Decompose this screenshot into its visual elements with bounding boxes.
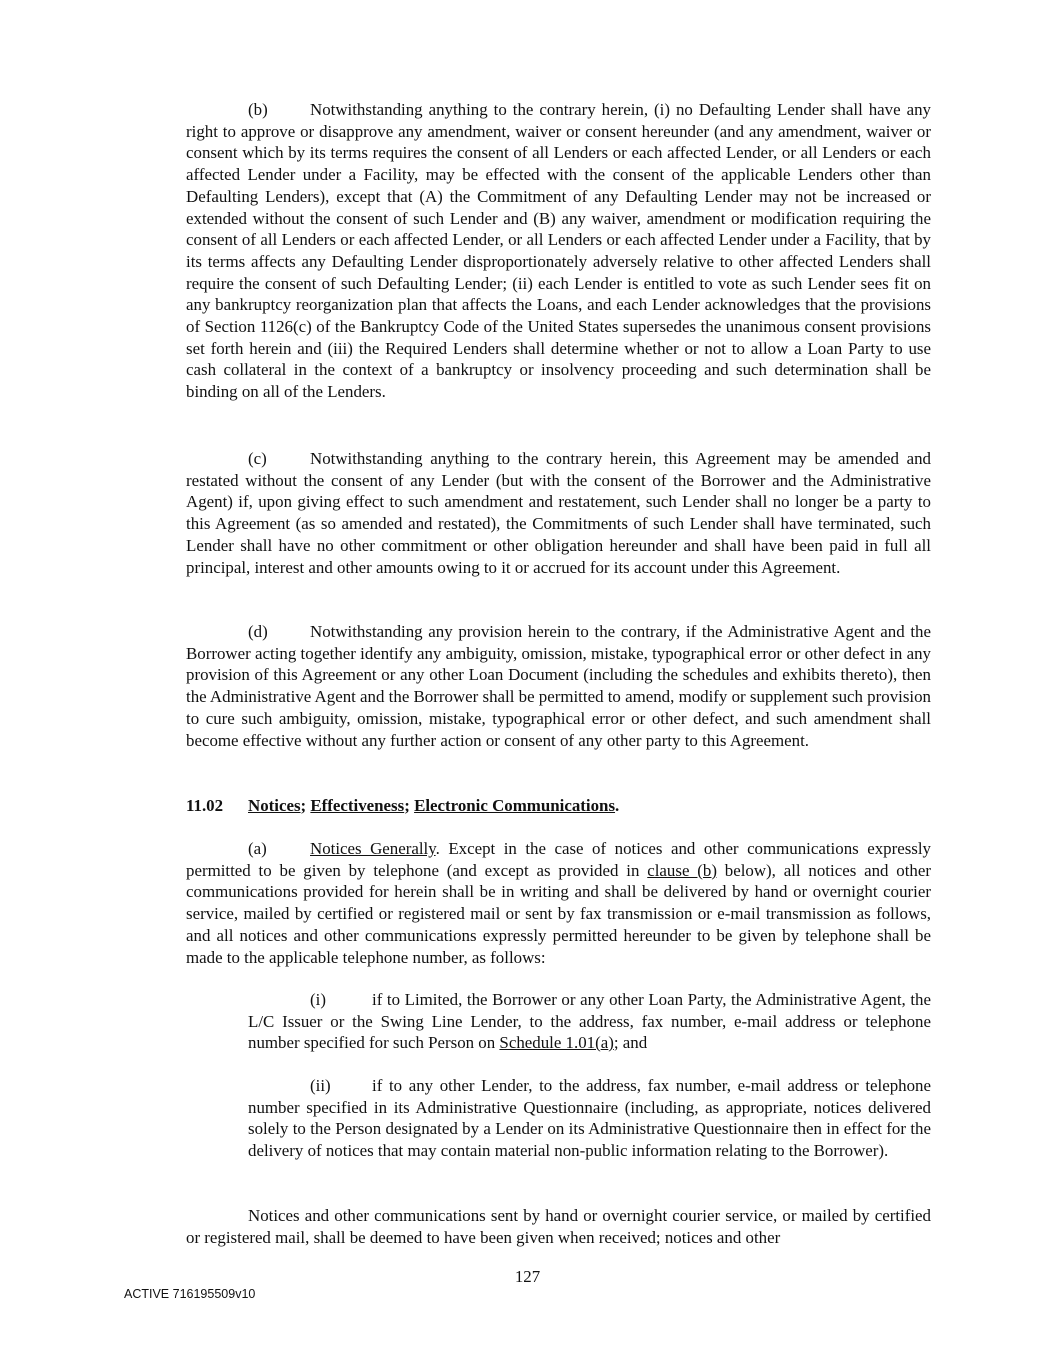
paragraph-b [186,99,931,403]
paragraph-text: Notwithstanding anything to the contrary herein, (i) no Defaulting Lender shall have any right to approve or disapprove any amendment, waiver or consent hereunder (and any amendment, waiver or consent which by its terms requires the consent of all Lenders or each affected Lender, or all Lenders or each affected Lender under a Facility, may be effected with the consent of the applicable Lenders other than Defaulting Lenders), except that (A) the Commitment of any Defaulting Lender may not be increased or extended without the consent of such Lender and (B) any waiver, amendment or modification requiring the consent of all Lenders or each affected Lender, or all Lenders or each affected Lender under a Facility, that by its terms affects any Defaulting Lender disproportionately adversely relative to other affected Lenders shall require the consent of such Defaulting Lender; (ii) each Lender is entitled to vote as such Lender sees fit on any bankruptcy reorganization plan that affects the Loans, and each Lender acknowledges that the provisions of Section 1126(c) of the Bankruptcy Code of the United States supersedes the unanimous consent provisions set forth herein and (iii) the Required Lenders shall determine whether or not to allow a Loan Party to use cash collateral in the context of a bankruptcy or insolvency proceeding and such determination shall be binding on all of the Lenders. [186,100,931,402]
section-title-notices: Notices [248,796,301,815]
section-title-effectiveness: Effectiveness [310,796,405,815]
section-heading: 11.02 Notices; Effectiveness; Electronic Communications. [186,796,620,815]
notice-item-i: (i) if to Limited, the Borrower or any other Loan Party, the Administrative Agent, the L/C Issuer or the Swing Line Lender, to the address, fax number, e-mail address or telephone number specified for such Person on Schedule 1.01(a); and [248,990,931,1053]
notices-generally-heading: Notices Generally [310,839,436,858]
paragraph-c [186,448,931,578]
closing-paragraph: Notices and other communications sent by hand or overnight courier service, or mailed by certified or registered mail, shall be deemed to have been given when received; notices and other [186,1206,931,1247]
notice-item-ii: (ii) if to any other Lender, to the address, fax number, e-mail address or telephone number specified in its Administrative Questionnaire (including, as appropriate, notices delivered solely to the Person designated by a Lender on its Administrative Questionnaire then in effect for the delivery of notices that may contain material non-public information relating to the Borrower). [248,1076,931,1161]
paragraph-notices-generally: (a) Notices Generally. Except in the case of notices and other communications expressly permitted to be given by telephone (and except as provided in clause (b) below), all notices and other communications provided for herein shall be in writing and shall be delivered by hand or overnight courier service, mailed by certified or registered mail or sent by fax transmission or e-mail transmission as follows, and all notices and other communications expressly permitted hereunder to be given by telephone shall be made to the applicable telephone number, as follows: [186,839,932,967]
paragraph-label: (d) [248,622,268,641]
paragraph-text: Notwithstanding any provision herein to the contrary, if the Administrative Agent and the Borrower acting together identify any ambiguity, omission, mistake, typographical error or other defect in any provision of this Agreement or any other Loan Document (including the schedules and exhibits thereto), then the Administrative Agent and the Borrower shall be permitted to amend, modify or supplement such provision to cure such ambiguity, omission, mistake, typographical error or other defect, and such amendment shall become effective without any further action or consent of any other party to this Agreement. [186,622,931,750]
item-label: (i) [310,990,326,1009]
paragraph-label: (a) [248,839,267,858]
paragraph-label: (c) [248,449,267,468]
clause-b-reference: clause (b) [647,860,717,880]
schedule-reference: Schedule 1.01(a) [499,1033,614,1053]
paragraph-d [186,621,931,751]
document-id-footer: ACTIVE 716195509v10 [124,1287,256,1301]
paragraph-text: Notwithstanding anything to the contrary herein, this Agreement may be amended and restated without the consent of any Lender (but with the consent of the Borrower and the Administrative Agent) if, upon giving effect to such amendment and restatement, such Lender shall no longer be a party to this Agreement (as so amended and restated), the Commitments of such Lender shall have terminated, such Lender shall have no other commitment or other obligation hereunder and shall have been paid in full all principal, interest and other amounts owing to it or accrued for its account under this Agreement. [186,449,931,577]
section-title-electronic-communications: Electronic Communications [414,796,616,815]
item-label: (ii) [310,1076,331,1095]
paragraph-label: (b) [248,100,268,119]
page-number: 127 [514,1267,541,1286]
section-number: 11.02 [186,796,224,815]
